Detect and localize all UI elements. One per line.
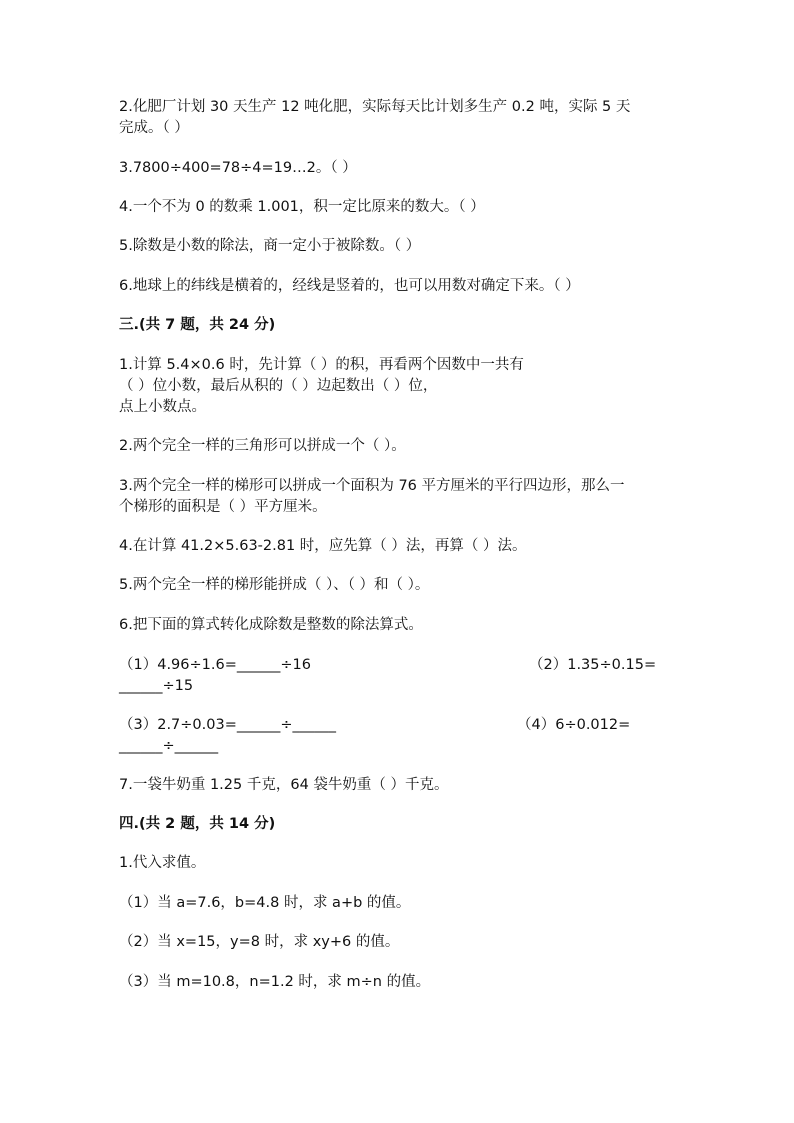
question-3-6-item3: （3）2.7÷0.03=______÷______	[119, 717, 337, 733]
question-4-1-item1: （1）当 a=7.6，b=4.8 时，求 a+b 的值。	[119, 895, 411, 911]
question-3-1-line1: 1.计算 5.4×0.6 时，先计算（ ）的积，再看两个因数中一共有	[119, 357, 524, 373]
question-4-1-item2: （2）当 x=15，y=8 时，求 xy+6 的值。	[119, 934, 400, 950]
question-3-7: 7.一袋牛奶重 1.25 千克，64 袋牛奶重（ ）千克。	[119, 777, 449, 793]
question-3-5: 5.两个完全一样的梯形能拼成（ ）、（ ）和（ ）。	[119, 577, 430, 593]
question-3-6-item2: （2）1.35÷0.15=	[529, 657, 657, 673]
question-4-1-item3: （3）当 m=10.8，n=1.2 时，求 m÷n 的值。	[119, 974, 431, 990]
section-4-heading: 四.(共 2 题，共 14 分)	[119, 816, 276, 832]
section-3-heading: 三.(共 7 题，共 24 分)	[119, 317, 276, 333]
question-2-4: 4.一个不为 0 的数乘 1.001，积一定比原来的数大。（ ）	[119, 199, 485, 215]
question-3-6-item2-cont: ______÷15	[119, 678, 194, 694]
question-2-2-line2: 完成。（ ）	[119, 120, 189, 136]
question-3-2: 2.两个完全一样的三角形可以拼成一个（ ）。	[119, 438, 406, 454]
question-2-6: 6.地球上的纬线是横着的，经线是竖着的，也可以用数对确定下来。（ ）	[119, 278, 580, 294]
question-2-5: 5.除数是小数的除法，商一定小于被除数。（ ）	[119, 238, 421, 254]
question-3-6-item4: （4）6÷0.012=	[517, 717, 631, 733]
question-2-3: 3.7800÷400=78÷4=19…2。（ ）	[119, 160, 357, 176]
question-2-2-line1: 2.化肥厂计划 30 天生产 12 吨化肥，实际每天比计划多生产 0.2 吨，实际 5 天	[119, 99, 631, 115]
question-3-6-item1: （1）4.96÷1.6=______÷16	[119, 657, 311, 673]
question-3-1-line2: （ ）位小数，最后从积的（ ）边起数出（ ）位，	[119, 378, 438, 394]
question-3-4: 4.在计算 41.2×5.63-2.81 时，应先算（ ）法，再算（ ）法。	[119, 538, 527, 554]
question-3-3-line2: 个梯形的面积是（ ）平方厘米。	[119, 499, 327, 515]
question-3-1-line3: 点上小数点。	[119, 399, 206, 415]
question-3-6: 6.把下面的算式转化成除数是整数的除法算式。	[119, 617, 423, 633]
question-3-3-line1: 3.两个完全一样的梯形可以拼成一个面积为 76 平方厘米的平行四边形，那么一	[119, 478, 625, 494]
question-4-1: 1.代入求值。	[119, 855, 206, 871]
question-3-6-item4-cont: ______÷______	[119, 738, 219, 754]
